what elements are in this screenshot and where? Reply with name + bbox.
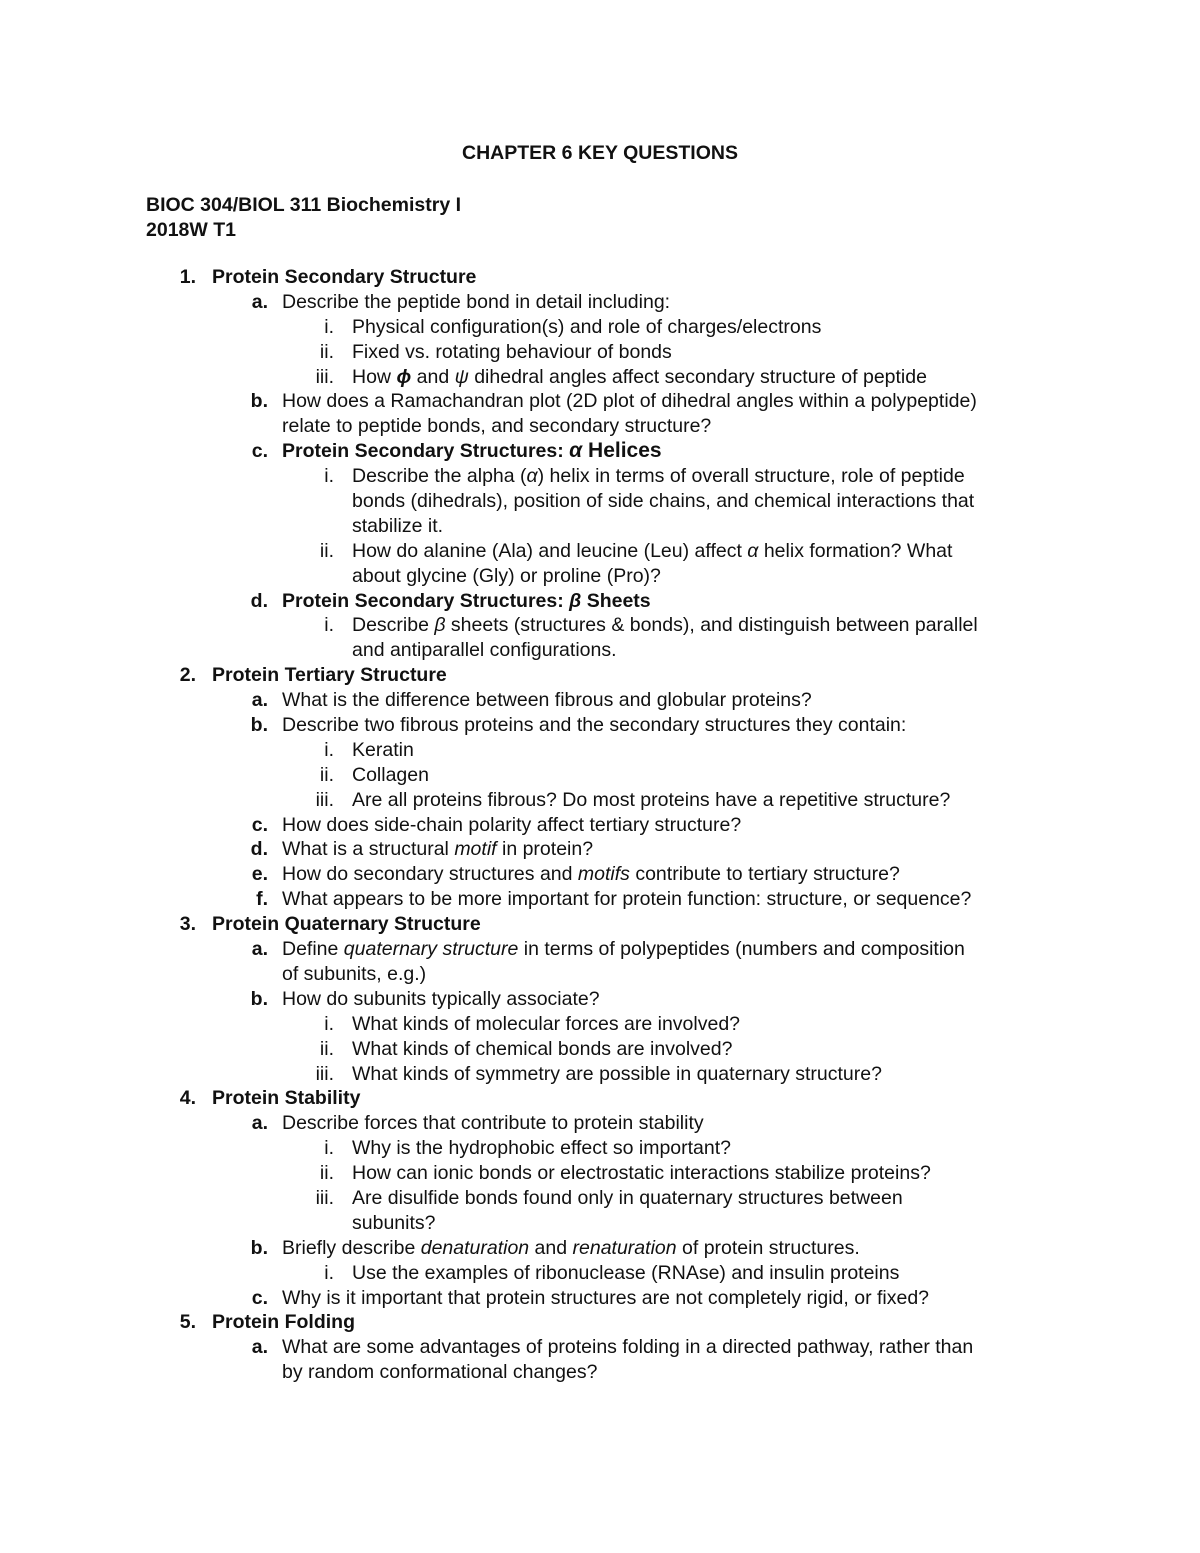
- question-item: c. How does side-chain polarity affect tertiary structure?: [251, 813, 742, 836]
- sub-question-item: ii. Fixed vs. rotating behaviour of bonds: [319, 340, 672, 363]
- sub-question-item: ii. What kinds of chemical bonds are involved?: [319, 1037, 733, 1060]
- section-heading: 4. Protein Stability: [179, 1087, 361, 1110]
- sub-question-continued: bonds (dihedrals), position of side chains, and chemical interactions that: [352, 490, 975, 513]
- sub-question-item: i. Describe β sheets (structures & bonds), and distinguish between parallel: [324, 614, 978, 637]
- alpha-symbol: α: [526, 465, 538, 488]
- beta-symbol: β: [569, 589, 582, 612]
- sub-question-item: iii. Are all proteins fibrous? Do most proteins have a repetitive structure?: [315, 788, 951, 811]
- section-heading: 1. Protein Secondary Structure: [179, 266, 477, 288]
- question-item: e. How do secondary structures and motifs contribute to tertiary structure?: [251, 863, 900, 886]
- question-item: f. What appears to be more important for protein function: structure, or sequence?: [256, 888, 972, 911]
- course-header: [146, 193, 461, 243]
- sub-question-item: i. What kinds of molecular forces are involved?: [324, 1012, 741, 1035]
- question-item: a. Describe the peptide bond in detail including:: [251, 290, 671, 313]
- psi-symbol: ψ: [454, 365, 469, 388]
- question-item: d. Protein Secondary Structures: β Sheets: [250, 589, 651, 612]
- question-item-continued: of subunits, e.g.): [282, 962, 427, 985]
- sub-question-item: i. Describe the alpha (α) helix in terms of overall structure, role of peptide: [324, 465, 965, 488]
- question-item: a. What are some advantages of proteins folding in a directed pathway, rather than: [251, 1336, 974, 1359]
- sub-question-continued: stabilize it.: [352, 514, 444, 537]
- question-item: a. Define quaternary structure in terms of polypeptides (numbers and composition: [251, 938, 965, 961]
- question-list: [0, 265, 1200, 1385]
- document-title: CHAPTER 6 KEY QUESTIONS: [462, 142, 738, 164]
- question-item: d. What is a structural motif in protein?: [250, 838, 594, 861]
- sub-question-item: iii. How ϕ and ψ dihedral angles affect secondary structure of peptide: [315, 365, 927, 388]
- question-item: a. Describe forces that contribute to protein stability: [251, 1112, 704, 1135]
- course-term: 2018W T1: [146, 219, 236, 241]
- sub-question-continued: and antiparallel configurations.: [352, 639, 617, 662]
- alpha-symbol: α: [747, 539, 759, 562]
- sub-question-continued: about glycine (Gly) or proline (Pro)?: [352, 564, 661, 587]
- course-name: BIOC 304/BIOL 311 Biochemistry I: [146, 194, 462, 216]
- sub-question-item: i. Why is the hydrophobic effect so important?: [324, 1137, 732, 1160]
- alpha-symbol: α: [569, 439, 583, 463]
- phi-symbol: ϕ: [396, 365, 412, 388]
- sub-question-item: ii. How can ionic bonds or electrostatic interactions stabilize proteins?: [319, 1162, 931, 1185]
- question-item: a. What is the difference between fibrous and globular proteins?: [251, 689, 812, 712]
- question-item-continued: by random conformational changes?: [282, 1361, 598, 1384]
- question-item: b. Describe two fibrous proteins and the secondary structures they contain:: [250, 714, 907, 737]
- sub-question-item: i. Use the examples of ribonuclease (RNAse) and insulin proteins: [324, 1261, 900, 1284]
- sub-question-item: i. Keratin: [324, 738, 414, 761]
- sub-question-item: ii. Collagen: [319, 763, 429, 786]
- sub-question-item: iii. Are disulfide bonds found only in quaternary structures between: [315, 1186, 903, 1209]
- question-item: c. Why is it important that protein structures are not completely rigid, or fixed?: [251, 1286, 930, 1309]
- section-heading: 2. Protein Tertiary Structure: [179, 664, 447, 687]
- question-item: c. Protein Secondary Structures: α Helices: [251, 439, 662, 463]
- sub-question-item: ii. How do alanine (Ala) and leucine (Leu) affect α helix formation? What: [319, 539, 953, 562]
- sub-question-continued: subunits?: [352, 1211, 436, 1234]
- question-item: b. How do subunits typically associate?: [250, 987, 600, 1010]
- question-item-continued: relate to peptide bonds, and secondary structure?: [282, 415, 712, 438]
- sub-question-item: iii. What kinds of symmetry are possible in quaternary structure?: [315, 1062, 882, 1085]
- beta-symbol: β: [434, 614, 446, 637]
- sub-question-item: i. Physical configuration(s) and role of charges/electrons: [324, 315, 822, 338]
- section-heading: 3. Protein Quaternary Structure: [179, 913, 481, 936]
- section-heading: 5. Protein Folding: [179, 1311, 355, 1334]
- question-item: b. Briefly describe denaturation and renaturation of protein structures.: [250, 1236, 860, 1259]
- question-item: b. How does a Ramachandran plot (2D plot of dihedral angles within a polypeptide): [250, 390, 977, 413]
